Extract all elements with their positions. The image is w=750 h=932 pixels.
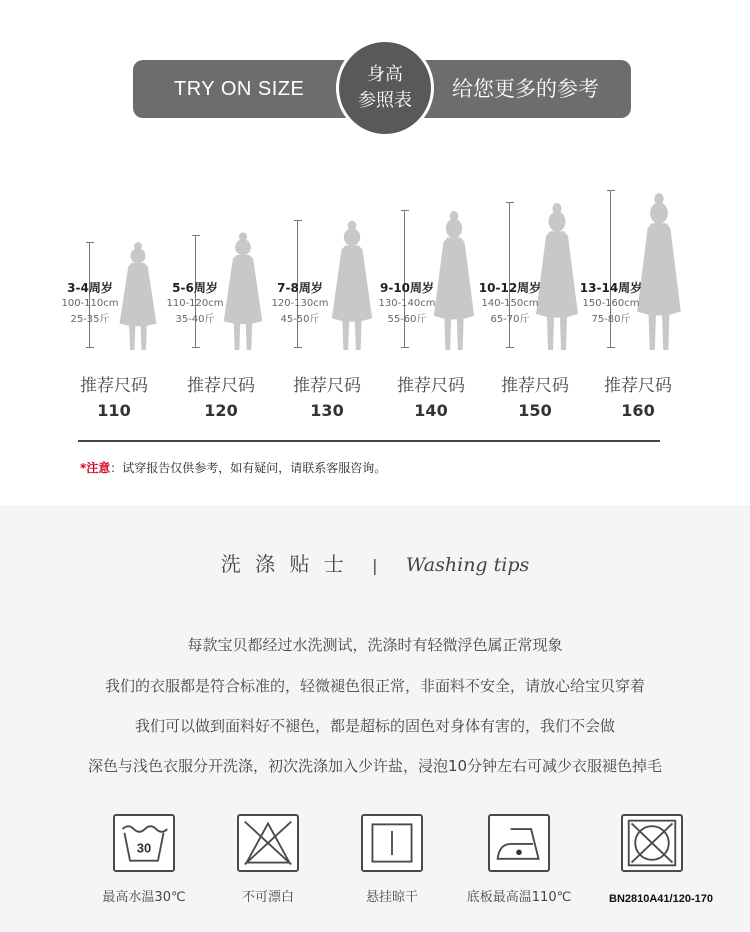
no-bleach-icon [237,814,299,872]
washing-title-en: Washing tips [405,554,530,576]
wash-tub-30-icon [113,814,175,872]
circle-line-2: 参照表 [358,90,412,111]
recommend-label: 推荐尺码 [501,376,569,396]
weight-range: 45-50斤 [280,314,320,325]
weight-range: 55-60斤 [387,314,427,325]
recommend-label: 推荐尺码 [604,376,672,396]
washing-title [0,548,750,577]
hang-dry-label: 悬挂晾干 [365,890,418,905]
age-label: 13-14周岁 [579,281,643,295]
circle-line-1: 身高 [367,64,403,85]
recommend-label: 推荐尺码 [80,376,148,396]
washing-line: 我们的衣服都是符合标准的，轻微褪色很正常，非面料不安全，请放心给宝贝穿着 [104,677,645,695]
age-label: 10-12周岁 [478,281,542,295]
washing-line: 每款宝贝都经过水洗测试，洗涤时有轻微浮色属正常现象 [187,636,563,654]
banner-circle [339,42,431,134]
height-range: 140-150cm [481,298,539,309]
no-tumble-dry-icon [621,814,683,872]
iron-medium-icon [488,814,550,872]
hang-dry-icon [361,814,423,872]
banner-title-en: TRY ON SIZE [174,78,305,100]
no-bleach-label: 不可漂白 [241,890,294,905]
size-value: 140 [414,401,448,420]
weight-range: 65-70斤 [490,314,530,325]
note-star: *注意 [80,461,111,475]
weight-range: 75-80斤 [591,314,631,325]
height-range: 100-110cm [61,298,119,309]
age-label: 7-8周岁 [277,281,323,295]
size-value: 110 [97,401,131,420]
washing-title-separator: | [372,556,382,575]
recommend-label: 推荐尺码 [293,376,361,396]
banner-subtitle: 给您更多的参考 [452,77,599,101]
height-range: 130-140cm [378,298,436,309]
chart-baseline [78,440,660,442]
height-range: 110-120cm [166,298,224,309]
weight-range: 25-35斤 [70,314,110,325]
product-code: BN2810A41/120-170 [609,893,713,905]
washing-line: 深色与浅色衣服分开洗涤，初次洗涤加入少许盐，浸泡10分钟左右可减少衣服褪色掉毛 [87,757,663,775]
size-value: 150 [518,401,552,420]
note-text: ：试穿报告仅供参考，如有疑问，请联系客服咨询。 [110,461,387,475]
size-value: 130 [310,401,344,420]
height-range: 150-160cm [582,298,640,309]
iron-temp-label: 底板最高温110℃ [466,890,572,905]
disclaimer-note [80,459,386,476]
age-label: 9-10周岁 [379,281,435,295]
recommend-label: 推荐尺码 [187,376,255,396]
washing-line: 我们可以做到面料好不褪色，都是超标的固色对身体有害的，我们不会做 [134,717,615,735]
recommend-label: 推荐尺码 [397,376,465,396]
age-label: 5-6周岁 [172,281,218,295]
weight-range: 35-40斤 [175,314,215,325]
size-value: 120 [204,401,238,420]
wash-temp-number: 30 [136,840,152,856]
height-range: 120-130cm [271,298,329,309]
wash-temp-label: 最高水温30℃ [102,890,186,905]
washing-title-cn: 洗 涤 贴 士 [220,552,348,576]
age-label: 3-4周岁 [67,281,113,295]
size-value: 160 [621,401,655,420]
